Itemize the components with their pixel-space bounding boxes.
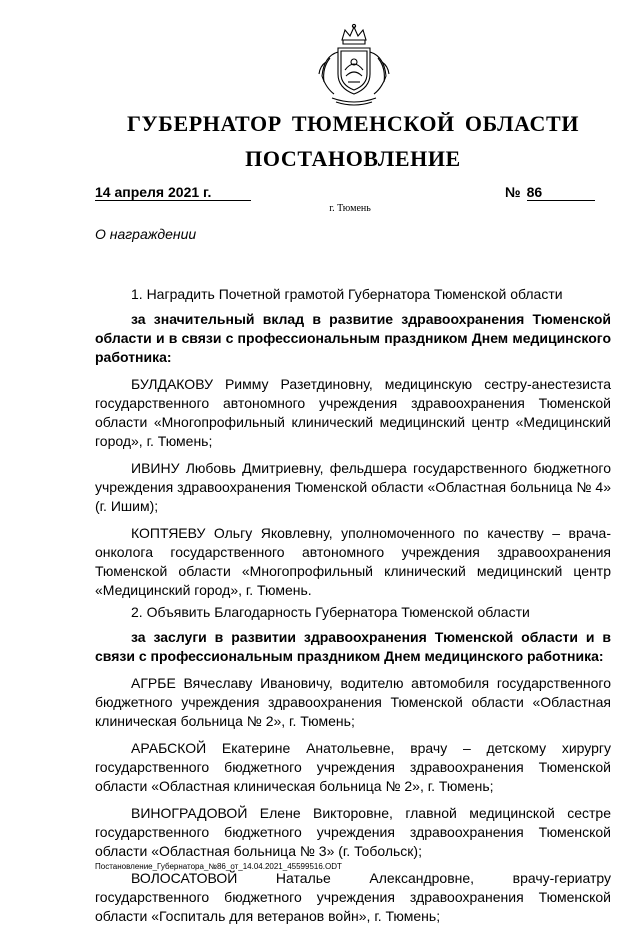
awardee-paragraph: КОПТЯЕВУ Ольгу Яковлевну, уполномоченного по качеству – врача-онколога государственного автономного учреждения здравоохранения Тюменской области «Многопрофильный клинический медицинский центр «Медицинский город», г. Тюмень.: [95, 525, 611, 598]
coat-of-arms-icon: [312, 22, 396, 108]
awardee-paragraph: ВОЛОСАТОВОЙ Наталье Александровне, врачу-гериатру государственного бюджетного учреждения здравоохранения Тюменской области «Госпиталь для ветеранов войн», г. Тюмень;: [95, 870, 611, 924]
governor-title: ГУБЕРНАТОР ТЮМЕНСКОЙ ОБЛАСТИ: [126, 111, 580, 136]
document-subject: О награждении: [95, 226, 197, 242]
awardee-paragraph: ИВИНУ Любовь Дмитриевну, фельдшера государственного бюджетного учреждения здравоохранения Тюменской области «Областная больница № 4» (г. Ишим);: [95, 460, 611, 514]
document-type: ПОСТАНОВЛЕНИЕ: [245, 146, 461, 171]
section1-intro: 1. Наградить Почетной грамотой Губернатора Тюменской области: [131, 286, 563, 302]
awardee-paragraph: АРАБСКОЙ Екатерине Анатольевне, врачу – детскому хирургу государственного бюджетного учреждения здравоохранения Тюменской области «Областная клиническая больница № 2», г. Тюмень;: [95, 740, 611, 794]
document-date: 14 апреля 2021 г.: [95, 184, 251, 201]
number-sign: №: [505, 184, 521, 200]
section1-reason: за значительный вклад в развитие здравоохранения Тюменской области и в связи с профессиональным праздником Днем медицинского работника:: [95, 311, 611, 365]
document-city: г. Тюмень: [329, 203, 371, 214]
document-body: [95, 285, 611, 926]
file-name-footer: Постановление_Губернатора_№86_от_14.04.2021_45599516.ODT: [95, 862, 342, 871]
awardee-paragraph: БУЛДАКОВУ Римму Разетдиновну, медицинскую сестру-анестезиста государственного автономного учреждения здравоохранения Тюменской области «Многопрофильный клинический медицинский центр «Медицинский город», г. Тюмень;: [95, 376, 611, 449]
awardee-paragraph: ВИНОГРАДОВОЙ Елене Викторовне, главной медицинской сестре государственного бюджетного учреждения здравоохранения Тюменской области «Областная больница № 3» (г. Тобольск);: [95, 805, 611, 859]
awardee-paragraph: АГРБЕ Вячеславу Ивановичу, водителю автомобиля государственного бюджетного учреждения здравоохранения Тюменской области «Областная клиническая больница № 2», г. Тюмень;: [95, 675, 611, 729]
section2-reason: за заслуги в развитии здравоохранения Тюменской области и в связи с профессиональным праздником Днем медицинского работника:: [95, 629, 611, 664]
document-number: [505, 184, 595, 200]
number-value: 86: [527, 184, 595, 201]
section2-intro: 2. Объявить Благодарность Губернатора Тюменской области: [131, 604, 530, 620]
